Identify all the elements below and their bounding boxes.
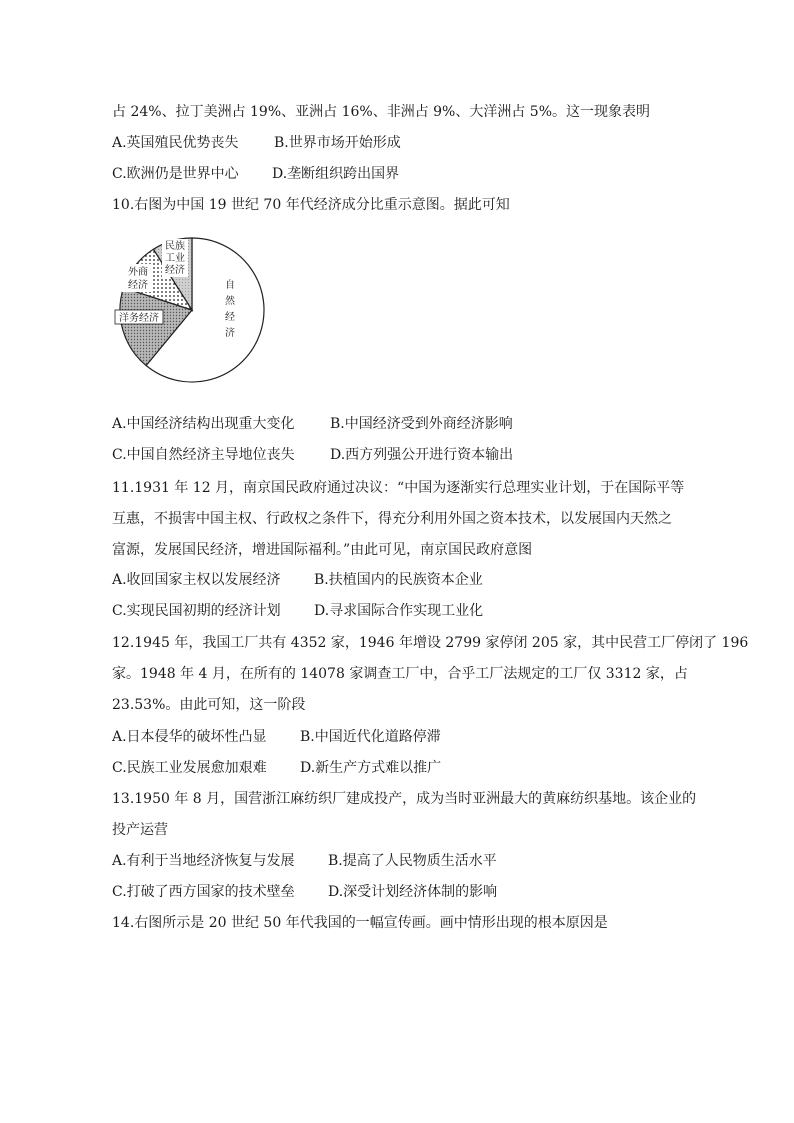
label-national-industry: 工业 <box>165 253 185 264</box>
q13-option-b[interactable]: B.提高了人民物质生活水平 <box>328 853 497 869</box>
label-natural-economy: 自 <box>225 280 235 291</box>
q9-stem-tail: 占 24%、拉丁美洲占 19%、亚洲占 16%、非洲占 9%、大洋洲占 5%。这一现象表明 <box>112 104 651 120</box>
q10-option-d[interactable]: D.西方列强公开进行资本输出 <box>330 447 514 463</box>
label-national-industry: 民族 <box>165 241 185 252</box>
q10-option-b[interactable]: B.中国经济受到外商经济影响 <box>330 416 513 432</box>
label-natural-economy: 经 <box>225 312 235 323</box>
q11-option-a[interactable]: A.收回国家主权以发展经济 <box>112 572 281 588</box>
q11-stem-line3: 富源，发展国民经济，增进国际福利。”由此可见，南京国民政府意图 <box>112 542 533 558</box>
q11-stem-line1: 11.1931 年 12 月，南京国民政府通过决议：“中国为逐渐实行总理实业计划，于在国际平等 <box>112 480 685 496</box>
q12-stem-line3: 23.53%。由此可知，这一阶段 <box>112 697 306 713</box>
q13-option-a[interactable]: A.有利于当地经济恢复与发展 <box>112 853 295 869</box>
label-foreign-economy: 经济 <box>128 280 148 291</box>
q12-option-d[interactable]: D.新生产方式难以推广 <box>300 760 442 776</box>
economy-pie-chart <box>112 230 272 395</box>
q9-option-d[interactable]: D.垄断组织跨出国界 <box>272 166 400 182</box>
label-foreign-economy: 外商 <box>128 267 148 278</box>
label-national-industry: 经济 <box>165 265 185 276</box>
q10-option-a[interactable]: A.中国经济结构出现重大变化 <box>112 416 295 432</box>
q13-option-c[interactable]: C.打破了西方国家的技术壁垒 <box>112 884 295 900</box>
q10-option-c[interactable]: C.中国自然经济主导地位丧失 <box>112 447 295 463</box>
q14-stem: 14.右图所示是 20 世纪 50 年代我国的一幅宣传画。画中情形出现的根本原因是 <box>112 915 608 931</box>
q13-stem-line1: 13.1950 年 8 月，国营浙江麻纺织厂建成投产，成为当时亚洲最大的黄麻纺织基地。该企业的 <box>112 791 697 807</box>
q11-stem-line2: 互惠，不损害中国主权、行政权之条件下，得充分利用外国之资本技术，以发展国内天然之 <box>112 511 672 527</box>
q13-stem-line2: 投产运营 <box>112 822 168 838</box>
q12-option-a[interactable]: A.日本侵华的破坏性凸显 <box>112 729 267 745</box>
q9-option-b[interactable]: B.世界市场开始形成 <box>274 135 401 151</box>
q12-stem-line2: 家。1948 年 4 月，在所有的 14078 家调查工厂中，合乎工厂法规定的工厂仅 3312 家，占 <box>112 666 688 682</box>
label-natural-economy: 然 <box>225 296 235 307</box>
q12-option-b[interactable]: B.中国近代化道路停滞 <box>300 729 441 745</box>
q11-option-d[interactable]: D.寻求国际合作实现工业化 <box>314 603 484 619</box>
q11-option-c[interactable]: C.实现民国初期的经济计划 <box>112 603 281 619</box>
q9-option-a[interactable]: A.英国殖民优势丧失 <box>112 135 239 151</box>
label-yangwu-economy: 洋务经济 <box>119 313 159 324</box>
q10-stem: 10.右图为中国 19 世纪 70 年代经济成分比重示意图。据此可知 <box>112 197 510 213</box>
q12-option-c[interactable]: C.民族工业发展愈加艰难 <box>112 760 267 776</box>
q12-stem-line1: 12.1945 年，我国工厂共有 4352 家，1946 年增设 2799 家停闭 205 家，其中民营工厂停闭了 196 <box>112 635 749 651</box>
label-natural-economy: 济 <box>225 328 235 339</box>
q11-option-b[interactable]: B.扶植国内的民族资本企业 <box>314 572 483 588</box>
q9-option-c[interactable]: C.欧洲仍是世界中心 <box>112 166 239 182</box>
q13-option-d[interactable]: D.深受计划经济体制的影响 <box>328 884 498 900</box>
